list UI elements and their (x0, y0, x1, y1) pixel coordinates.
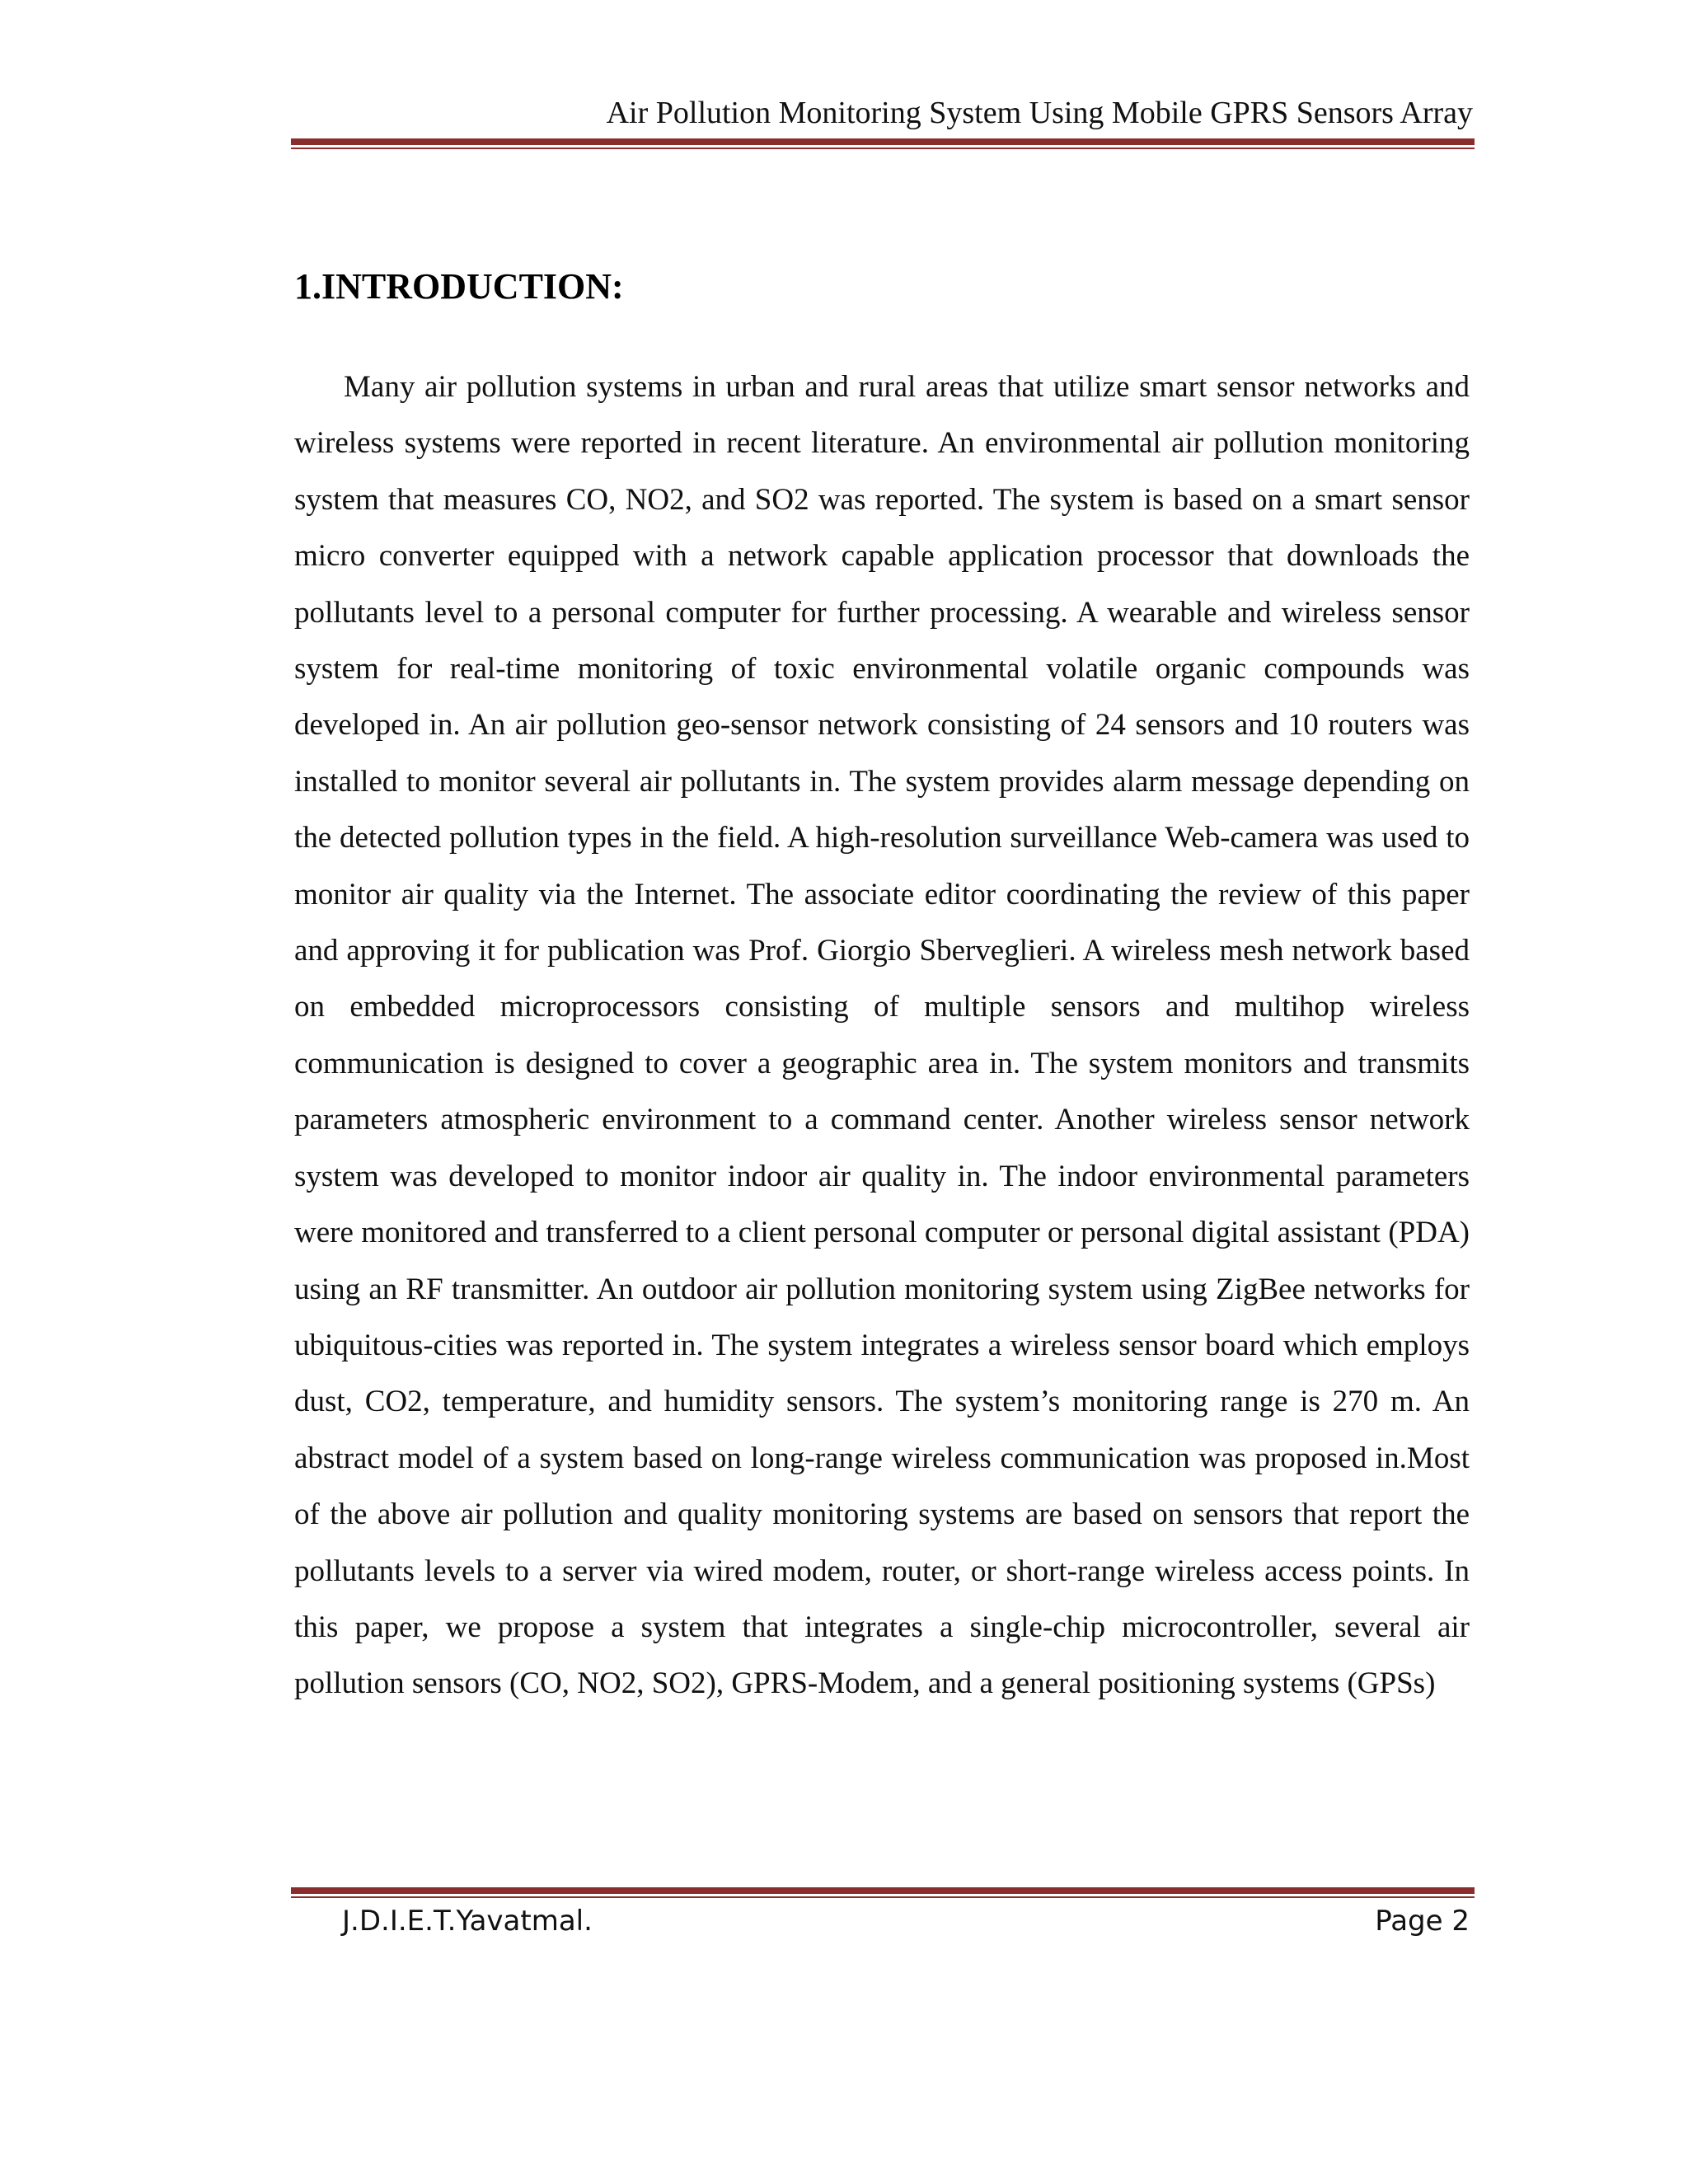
footer-page-number: Page 2 (1375, 1905, 1470, 1938)
section-heading: 1.INTRODUCTION: (294, 266, 624, 307)
running-header-title: Air Pollution Monitoring System Using Mobile GPRS Sensors Array (606, 96, 1473, 130)
footer-rule-thin (291, 1896, 1475, 1898)
header-rule-thick (291, 138, 1475, 145)
introduction-paragraph: Many air pollution systems in urban and rural areas that utilize smart sensor networks and wireless systems were reported in recent literature. An environmental air pollution monitoring system that measures CO, NO2, and SO2 was reported. The system is based on a smart sensor micro converter equipped with a network capable application processor that downloads the pollutants level to a personal computer for further processing. A wearable and wireless sensor system for real-time monitoring of toxic environmental volatile organic compounds was developed in. An air pollution geo-sensor network consisting of 24 sensors and 10 routers was installed to monitor several air pollutants in. The system provides alarm message depending on the detected pollution types in the field. A high-resolution surveillance Web-camera was used to monitor air quality via the Internet. The associate editor coordinating the review of this paper and approving it for publication was Prof. Giorgio Sberveglieri. A wireless mesh network based on embedded microprocessors consisting of multiple sensors and multihop wireless communication is designed to cover a geographic area in. The system monitors and transmits parameters atmospheric environment to a command center. Another wireless sensor network system was developed to monitor indoor air quality in. The indoor environmental parameters were monitored and transferred to a client personal computer or personal digital assistant (PDA) using an RF transmitter. An outdoor air pollution monitoring system using ZigBee networks for ubiquitous-cities was reported in. The system integrates a wireless sensor board which employs dust, CO2, temperature, and humidity sensors. The system’s monitoring range is 270 m. An abstract model of a system based on long-range wireless communication was proposed in.Most of the above air pollution and quality monitoring systems are based on sensors that report the pollutants levels to a server via wired modem, router, or short-range wireless access points. In this paper, we propose a system that integrates a single-chip microcontroller, several air pollution sensors (CO, NO2, SO2), GPRS-Modem, and a general positioning systems (GPSs) (294, 370, 1470, 1701)
footer-institution: J.D.I.E.T.Yavatmal. (342, 1905, 593, 1938)
footer-rule-thick (291, 1887, 1475, 1894)
header-rule-thin (291, 148, 1475, 149)
